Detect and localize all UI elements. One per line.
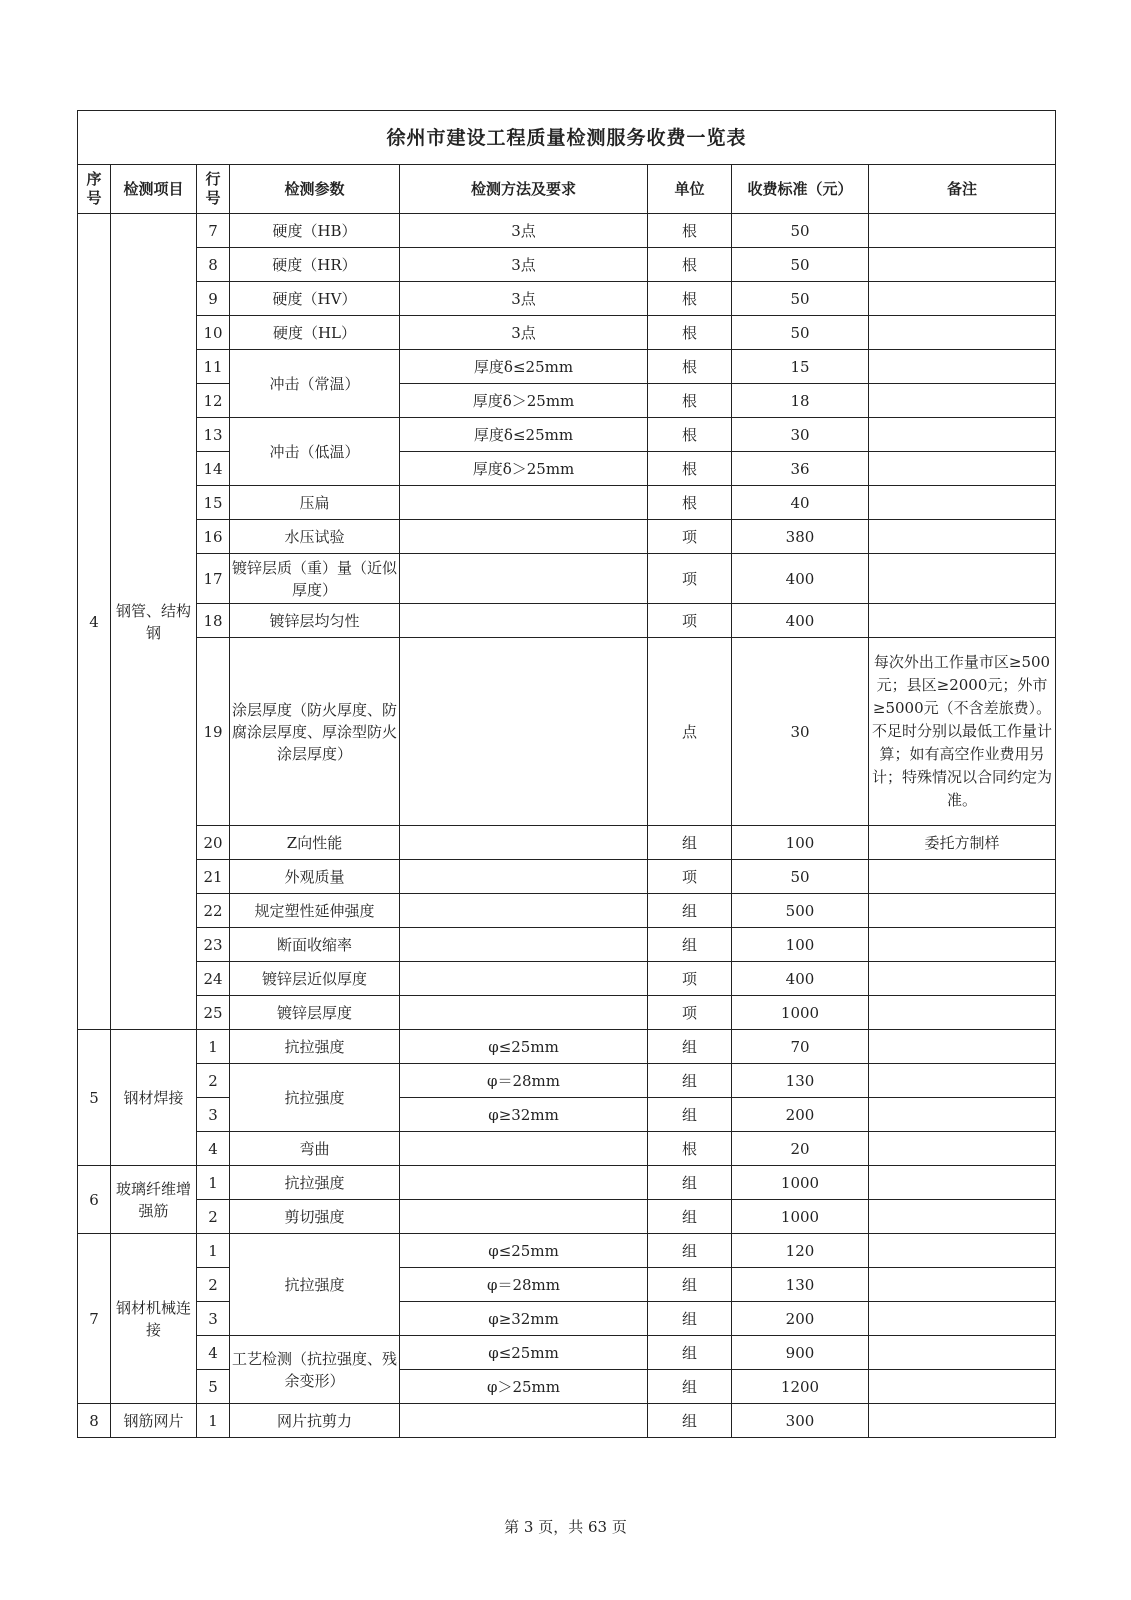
fee-cell: 200 xyxy=(732,1302,869,1336)
method-cell: φ≤25mm xyxy=(400,1336,648,1370)
page-footer: 第 3 页，共 63 页 xyxy=(504,1518,627,1536)
row-number: 4 xyxy=(197,1336,230,1370)
method-cell: φ≤25mm xyxy=(400,1234,648,1268)
unit-cell: 组 xyxy=(648,1098,732,1132)
param-cell: 规定塑性延伸强度 xyxy=(230,894,400,928)
unit-cell: 点 xyxy=(648,638,732,826)
method-cell: 厚度δ＞25mm xyxy=(400,384,648,418)
unit-cell: 根 xyxy=(648,452,732,486)
table-row xyxy=(78,826,1056,860)
row-number: 25 xyxy=(197,996,230,1030)
group-seq: 7 xyxy=(78,1234,111,1404)
fee-cell: 50 xyxy=(732,316,869,350)
unit-cell: 组 xyxy=(648,1370,732,1404)
row-number: 19 xyxy=(197,638,230,826)
param-cell: 硬度（HR） xyxy=(230,248,400,282)
unit-cell: 根 xyxy=(648,350,732,384)
table-row xyxy=(78,520,1056,554)
fee-cell: 100 xyxy=(732,928,869,962)
method-cell xyxy=(400,962,648,996)
table-row xyxy=(78,1064,1056,1098)
row-number: 4 xyxy=(197,1132,230,1166)
fee-cell: 500 xyxy=(732,894,869,928)
method-cell xyxy=(400,826,648,860)
row-number: 12 xyxy=(197,384,230,418)
method-cell xyxy=(400,1200,648,1234)
row-number: 2 xyxy=(197,1200,230,1234)
remark-cell xyxy=(869,418,1056,452)
row-number: 1 xyxy=(197,1234,230,1268)
unit-cell: 根 xyxy=(648,282,732,316)
remark-cell xyxy=(869,1268,1056,1302)
method-cell xyxy=(400,996,648,1030)
table-row xyxy=(78,1166,1056,1200)
remark-cell xyxy=(869,1098,1056,1132)
param-cell: 抗拉强度 xyxy=(230,1234,400,1336)
remark-cell xyxy=(869,928,1056,962)
row-number: 1 xyxy=(197,1166,230,1200)
table-row xyxy=(78,1336,1056,1370)
unit-cell: 组 xyxy=(648,1200,732,1234)
remark-cell xyxy=(869,962,1056,996)
row-number: 2 xyxy=(197,1064,230,1098)
remark-cell xyxy=(869,996,1056,1030)
row-number: 20 xyxy=(197,826,230,860)
param-cell: 硬度（HB） xyxy=(230,214,400,248)
row-number: 22 xyxy=(197,894,230,928)
row-number: 11 xyxy=(197,350,230,384)
fee-cell: 15 xyxy=(732,350,869,384)
unit-cell: 组 xyxy=(648,1268,732,1302)
table-row xyxy=(78,486,1056,520)
fee-cell: 30 xyxy=(732,638,869,826)
fee-cell: 1000 xyxy=(732,996,869,1030)
method-cell xyxy=(400,928,648,962)
header-row xyxy=(78,165,1056,214)
fee-cell: 130 xyxy=(732,1064,869,1098)
method-cell xyxy=(400,604,648,638)
row-number: 5 xyxy=(197,1370,230,1404)
fee-cell: 1200 xyxy=(732,1370,869,1404)
unit-cell: 组 xyxy=(648,894,732,928)
row-number: 2 xyxy=(197,1268,230,1302)
param-cell: 断面收缩率 xyxy=(230,928,400,962)
method-cell: φ＝28mm xyxy=(400,1268,648,1302)
remark-cell xyxy=(869,1064,1056,1098)
unit-cell: 组 xyxy=(648,1166,732,1200)
group-seq: 5 xyxy=(78,1030,111,1166)
fee-cell: 130 xyxy=(732,1268,869,1302)
remark-cell xyxy=(869,282,1056,316)
method-cell: 3点 xyxy=(400,214,648,248)
param-cell: 弯曲 xyxy=(230,1132,400,1166)
method-cell xyxy=(400,638,648,826)
method-cell xyxy=(400,486,648,520)
param-cell: 网片抗剪力 xyxy=(230,1404,400,1438)
param-cell: 抗拉强度 xyxy=(230,1030,400,1064)
remark-cell xyxy=(869,1234,1056,1268)
remark-cell xyxy=(869,452,1056,486)
param-cell: 镀锌层近似厚度 xyxy=(230,962,400,996)
fee-cell: 50 xyxy=(732,282,869,316)
table-row xyxy=(78,638,1056,826)
table-row xyxy=(78,1302,1056,1336)
row-number: 9 xyxy=(197,282,230,316)
remark-cell xyxy=(869,214,1056,248)
param-cell: 抗拉强度 xyxy=(230,1064,400,1132)
unit-cell: 项 xyxy=(648,996,732,1030)
header-remark: 备注 xyxy=(869,165,1056,214)
table-row xyxy=(78,860,1056,894)
group-item: 钢管、结构钢 xyxy=(111,214,197,1030)
method-cell: φ≥32mm xyxy=(400,1302,648,1336)
fee-cell: 300 xyxy=(732,1404,869,1438)
method-cell: 厚度δ≤25mm xyxy=(400,350,648,384)
param-cell: 涂层厚度（防火厚度、防腐涂层厚度、厚涂型防火涂层厚度） xyxy=(230,638,400,826)
unit-cell: 组 xyxy=(648,826,732,860)
fee-cell: 30 xyxy=(732,418,869,452)
table-row xyxy=(78,418,1056,452)
group-item: 钢材机械连接 xyxy=(111,1234,197,1404)
group-item: 钢筋网片 xyxy=(111,1404,197,1438)
remark-cell xyxy=(869,894,1056,928)
remark-cell xyxy=(869,1132,1056,1166)
row-number: 1 xyxy=(197,1404,230,1438)
table-row xyxy=(78,962,1056,996)
unit-cell: 组 xyxy=(648,1234,732,1268)
method-cell xyxy=(400,860,648,894)
param-cell: 冲击（常温） xyxy=(230,350,400,418)
row-number: 3 xyxy=(197,1098,230,1132)
table-row xyxy=(78,1404,1056,1438)
method-cell: 厚度δ≤25mm xyxy=(400,418,648,452)
table-row xyxy=(78,350,1056,384)
method-cell: φ≤25mm xyxy=(400,1030,648,1064)
table-row xyxy=(78,214,1056,248)
param-cell: 剪切强度 xyxy=(230,1200,400,1234)
remark-cell xyxy=(869,1030,1056,1064)
unit-cell: 根 xyxy=(648,384,732,418)
remark-cell xyxy=(869,554,1056,604)
method-cell: 3点 xyxy=(400,248,648,282)
method-cell: φ＝28mm xyxy=(400,1064,648,1098)
table-row xyxy=(78,894,1056,928)
unit-cell: 根 xyxy=(648,248,732,282)
table-row xyxy=(78,1200,1056,1234)
unit-cell: 组 xyxy=(648,1404,732,1438)
row-number: 14 xyxy=(197,452,230,486)
group-item: 玻璃纤维增强筋 xyxy=(111,1166,197,1234)
param-cell: 外观质量 xyxy=(230,860,400,894)
unit-cell: 项 xyxy=(648,554,732,604)
method-cell xyxy=(400,1132,648,1166)
fee-cell: 400 xyxy=(732,554,869,604)
table-row xyxy=(78,928,1056,962)
fee-cell: 20 xyxy=(732,1132,869,1166)
method-cell xyxy=(400,520,648,554)
table-title: 徐州市建设工程质量检测服务收费一览表 xyxy=(78,111,1056,165)
remark-cell: 每次外出工作量市区≥500元；县区≥2000元；外市≥5000元（不含差旅费）。不足时分别以最低工作量计算；如有高空作业费用另计；特殊情况以合同约定为准。 xyxy=(869,638,1056,826)
unit-cell: 根 xyxy=(648,486,732,520)
fee-cell: 1000 xyxy=(732,1166,869,1200)
param-cell: 镀锌层质（重）量（近似厚度） xyxy=(230,554,400,604)
row-number: 8 xyxy=(197,248,230,282)
fee-cell: 1000 xyxy=(732,1200,869,1234)
row-number: 21 xyxy=(197,860,230,894)
row-number: 24 xyxy=(197,962,230,996)
param-cell: 冲击（低温） xyxy=(230,418,400,486)
method-cell: 3点 xyxy=(400,316,648,350)
row-number: 3 xyxy=(197,1302,230,1336)
unit-cell: 根 xyxy=(648,418,732,452)
param-cell: 压扁 xyxy=(230,486,400,520)
fee-cell: 40 xyxy=(732,486,869,520)
header-item: 检测项目 xyxy=(111,165,197,214)
table-row xyxy=(78,1370,1056,1404)
method-cell xyxy=(400,1404,648,1438)
header-param: 检测参数 xyxy=(230,165,400,214)
row-number: 23 xyxy=(197,928,230,962)
remark-cell xyxy=(869,1370,1056,1404)
table-row xyxy=(78,996,1056,1030)
fee-cell: 70 xyxy=(732,1030,869,1064)
header-unit: 单位 xyxy=(648,165,732,214)
unit-cell: 项 xyxy=(648,962,732,996)
unit-cell: 组 xyxy=(648,928,732,962)
table-row xyxy=(78,384,1056,418)
fee-cell: 36 xyxy=(732,452,869,486)
remark-cell xyxy=(869,860,1056,894)
remark-cell xyxy=(869,1404,1056,1438)
fee-cell: 50 xyxy=(732,248,869,282)
param-cell: 抗拉强度 xyxy=(230,1166,400,1200)
row-number: 13 xyxy=(197,418,230,452)
param-cell: 工艺检测（抗拉强度、残余变形） xyxy=(230,1336,400,1404)
table-row xyxy=(78,452,1056,486)
param-cell: 硬度（HL） xyxy=(230,316,400,350)
unit-cell: 项 xyxy=(648,520,732,554)
row-number: 7 xyxy=(197,214,230,248)
unit-cell: 根 xyxy=(648,214,732,248)
table-row xyxy=(78,1234,1056,1268)
fee-cell: 50 xyxy=(732,860,869,894)
row-number: 17 xyxy=(197,554,230,604)
table-row xyxy=(78,316,1056,350)
group-seq: 4 xyxy=(78,214,111,1030)
param-cell: 镀锌层均匀性 xyxy=(230,604,400,638)
fee-cell: 18 xyxy=(732,384,869,418)
table-row xyxy=(78,1098,1056,1132)
remark-cell xyxy=(869,248,1056,282)
param-cell: 镀锌层厚度 xyxy=(230,996,400,1030)
unit-cell: 组 xyxy=(648,1302,732,1336)
method-cell: φ＞25mm xyxy=(400,1370,648,1404)
method-cell: 厚度δ＞25mm xyxy=(400,452,648,486)
header-fee: 收费标准（元） xyxy=(732,165,869,214)
fee-cell: 50 xyxy=(732,214,869,248)
fee-cell: 120 xyxy=(732,1234,869,1268)
unit-cell: 根 xyxy=(648,316,732,350)
remark-cell xyxy=(869,1200,1056,1234)
row-number: 16 xyxy=(197,520,230,554)
header-seq: 序号 xyxy=(78,165,111,214)
remark-cell xyxy=(869,316,1056,350)
remark-cell xyxy=(869,350,1056,384)
unit-cell: 组 xyxy=(648,1336,732,1370)
method-cell: φ≥32mm xyxy=(400,1098,648,1132)
table-row xyxy=(78,248,1056,282)
table-row xyxy=(78,1268,1056,1302)
remark-cell xyxy=(869,1336,1056,1370)
remark-cell xyxy=(869,604,1056,638)
param-cell: 水压试验 xyxy=(230,520,400,554)
table-row xyxy=(78,604,1056,638)
unit-cell: 项 xyxy=(648,604,732,638)
row-number: 18 xyxy=(197,604,230,638)
unit-cell: 根 xyxy=(648,1132,732,1166)
fee-cell: 400 xyxy=(732,604,869,638)
method-cell: 3点 xyxy=(400,282,648,316)
table-row xyxy=(78,554,1056,604)
unit-cell: 项 xyxy=(648,860,732,894)
group-seq: 8 xyxy=(78,1404,111,1438)
unit-cell: 组 xyxy=(648,1030,732,1064)
remark-cell xyxy=(869,1166,1056,1200)
fee-cell: 900 xyxy=(732,1336,869,1370)
table-row xyxy=(78,282,1056,316)
row-number: 1 xyxy=(197,1030,230,1064)
table-row xyxy=(78,1132,1056,1166)
row-number: 15 xyxy=(197,486,230,520)
fee-cell: 400 xyxy=(732,962,869,996)
remark-cell xyxy=(869,486,1056,520)
header-method: 检测方法及要求 xyxy=(400,165,648,214)
remark-cell xyxy=(869,384,1056,418)
group-seq: 6 xyxy=(78,1166,111,1234)
method-cell xyxy=(400,554,648,604)
table-row xyxy=(78,1030,1056,1064)
param-cell: 硬度（HV） xyxy=(230,282,400,316)
header-row-no: 行号 xyxy=(197,165,230,214)
group-item: 钢材焊接 xyxy=(111,1030,197,1166)
remark-cell xyxy=(869,520,1056,554)
fee-cell: 200 xyxy=(732,1098,869,1132)
fee-table xyxy=(77,110,1056,1438)
remark-cell xyxy=(869,1302,1056,1336)
method-cell xyxy=(400,1166,648,1200)
fee-cell: 380 xyxy=(732,520,869,554)
param-cell: Z向性能 xyxy=(230,826,400,860)
remark-cell: 委托方制样 xyxy=(869,826,1056,860)
fee-cell: 100 xyxy=(732,826,869,860)
method-cell xyxy=(400,894,648,928)
unit-cell: 组 xyxy=(648,1064,732,1098)
row-number: 10 xyxy=(197,316,230,350)
